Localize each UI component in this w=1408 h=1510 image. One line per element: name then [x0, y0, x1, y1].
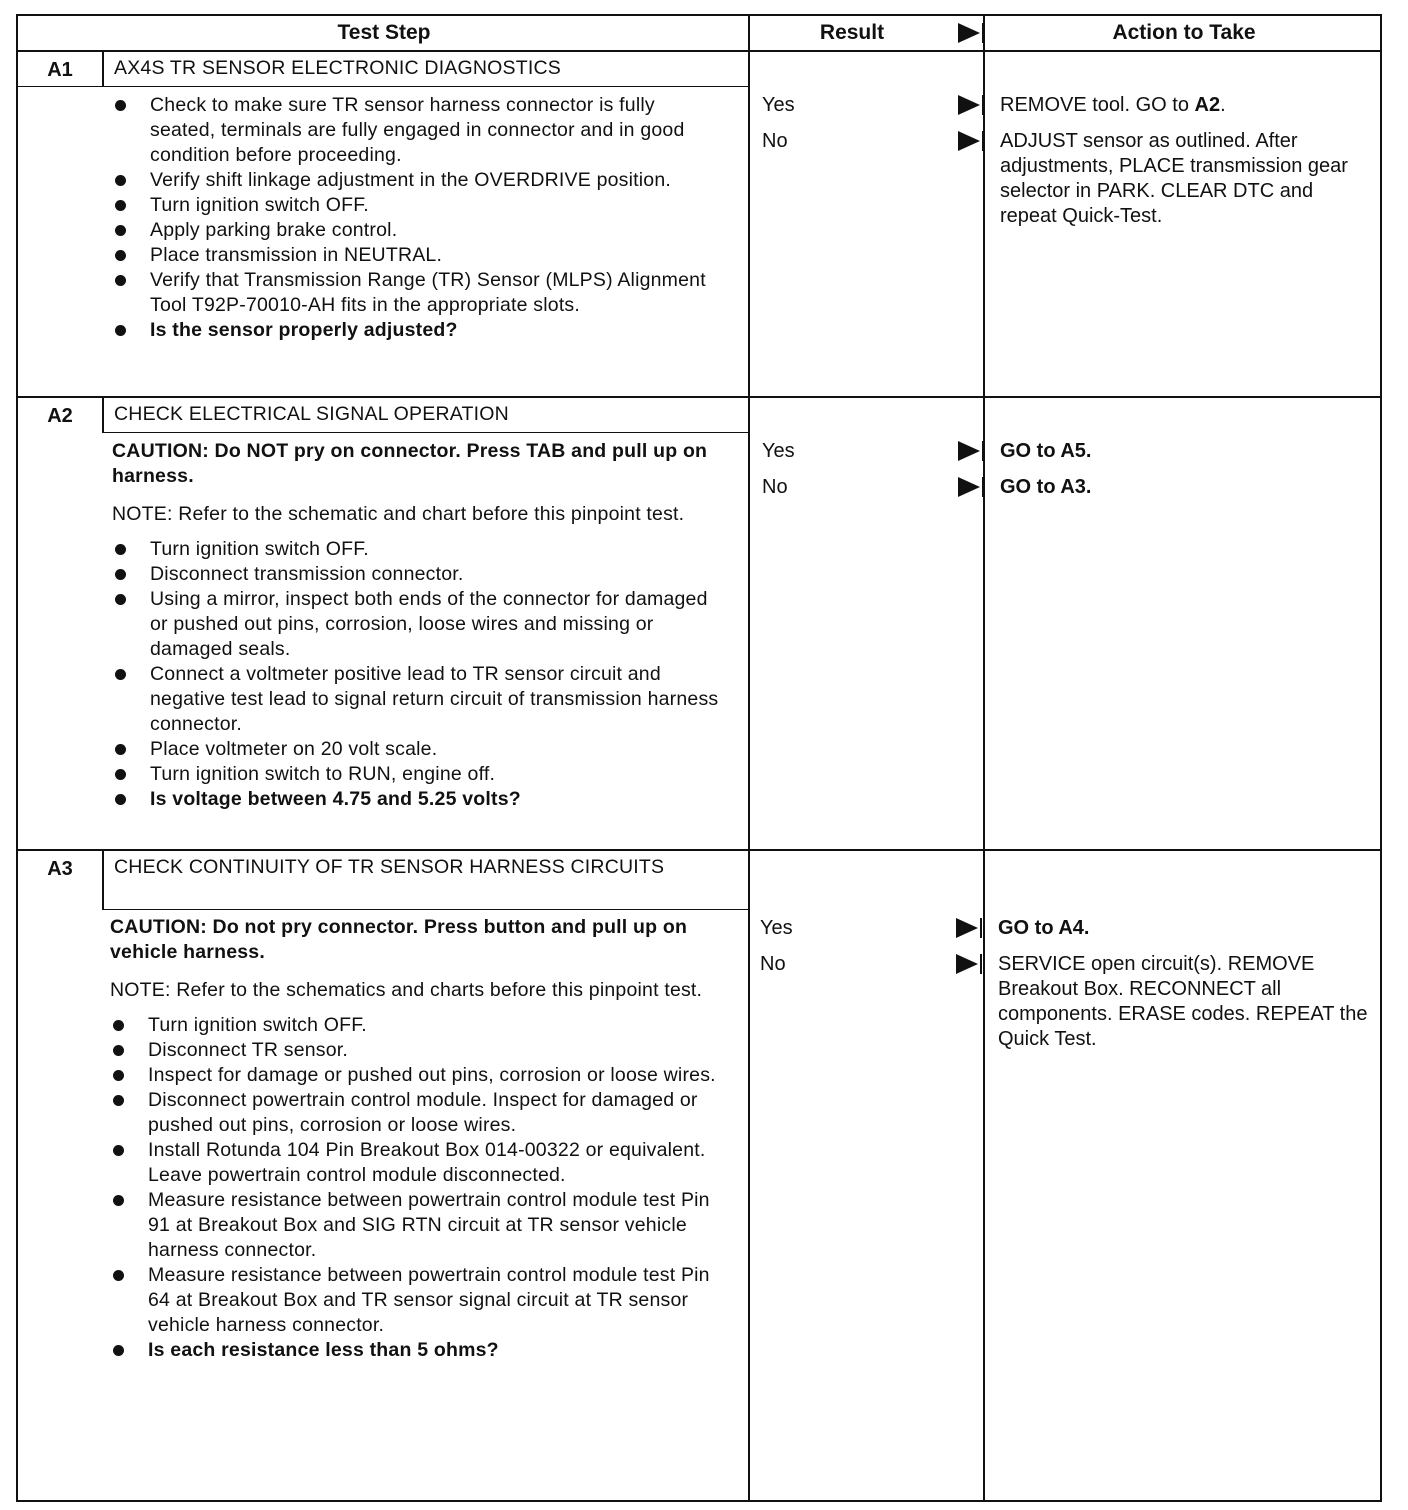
- step-id: A1: [47, 59, 73, 81]
- row-divider-a2: [18, 396, 1382, 398]
- arrow-yes-icon: [956, 918, 978, 938]
- list-item: Verify that Transmission Range (TR) Sensor (MLPS) Alignment Tool T92P-70010-AH fits in the appropriate slots.: [112, 268, 722, 318]
- header-action: Action to Take: [1112, 21, 1256, 44]
- bullet-list: [112, 537, 722, 812]
- header-test-step: Test Step: [337, 21, 431, 44]
- caution-text: CAUTION: Do NOT pry on connector. Press TAB and pull up on harness.: [112, 440, 708, 487]
- step-body: [112, 439, 722, 812]
- list-item: Turn ignition switch OFF.: [110, 1013, 722, 1038]
- result-no: No: [760, 953, 786, 975]
- step-body: [112, 93, 722, 343]
- list-item: Inspect for damage or pushed out pins, corrosion or loose wires.: [110, 1063, 722, 1088]
- action-yes: [1000, 93, 1375, 118]
- title-underline: [102, 909, 748, 910]
- step-id: A3: [47, 858, 73, 880]
- action-yes: GO to A5.: [1000, 440, 1092, 462]
- list-item: Place transmission in NEUTRAL.: [112, 243, 722, 268]
- step-id: A2: [47, 405, 73, 427]
- title-underline: [18, 86, 748, 87]
- list-item: Using a mirror, inspect both ends of the connector for damaged or pushed out pins, corrosion, loose wires and missing or damaged seals.: [112, 587, 722, 662]
- header-result: Result: [819, 21, 885, 44]
- question: Is the sensor properly adjusted?: [112, 318, 722, 343]
- result-no: No: [762, 476, 788, 498]
- result-yes: Yes: [760, 917, 793, 939]
- column-divider-action: [983, 16, 985, 1502]
- id-divider: [102, 52, 104, 86]
- list-item: Disconnect powertrain control module. Inspect for damaged or pushed out pins, corrosion or loose wires.: [110, 1088, 722, 1138]
- step-title: CHECK ELECTRICAL SIGNAL OPERATION: [114, 403, 509, 425]
- arrow-yes-icon: [958, 95, 980, 115]
- id-divider: [102, 398, 104, 432]
- question: Is voltage between 4.75 and 5.25 volts?: [112, 787, 722, 812]
- step-title: AX4S TR SENSOR ELECTRONIC DIAGNOSTICS: [114, 57, 561, 79]
- list-item: Turn ignition switch OFF.: [112, 537, 722, 562]
- action-yes-end: .: [1220, 94, 1226, 116]
- table-header: [18, 16, 1380, 52]
- action-no: GO to A3.: [1000, 476, 1092, 498]
- header-arrow-icon: [958, 23, 980, 43]
- action-no: SERVICE open circuit(s). REMOVE Breakout Box. RECONNECT all components. ERASE codes. REPEAT the Quick Test.: [998, 953, 1368, 1050]
- arrow-yes-icon: [958, 441, 980, 461]
- step-body: [110, 915, 722, 1363]
- result-yes: Yes: [762, 440, 795, 462]
- question: Is each resistance less than 5 ohms?: [110, 1338, 722, 1363]
- list-item: Disconnect TR sensor.: [110, 1038, 722, 1063]
- list-item: Check to make sure TR sensor harness connector is fully seated, terminals are fully engaged in connector and in good condition before proceeding.: [112, 93, 722, 168]
- bullet-list: [110, 1013, 722, 1363]
- arrow-no-icon: [956, 954, 978, 974]
- result-yes: Yes: [762, 94, 795, 116]
- diagnostic-table: [16, 14, 1382, 1502]
- caution-text: CAUTION: Do not pry connector. Press button and pull up on vehicle harness.: [110, 916, 688, 963]
- title-underline: [102, 432, 748, 433]
- id-divider: [102, 851, 104, 909]
- list-item: Place voltmeter on 20 volt scale.: [112, 737, 722, 762]
- action-no: ADJUST sensor as outlined. After adjustments, PLACE transmission gear selector in PARK. CLEAR DTC and repeat Quick-Test.: [1000, 130, 1348, 227]
- list-item: Verify shift linkage adjustment in the OVERDRIVE position.: [112, 168, 722, 193]
- row-divider-a3: [18, 849, 1382, 851]
- note-text: NOTE: Refer to the schematic and chart before this pinpoint test.: [112, 503, 685, 525]
- arrow-no-icon: [958, 131, 980, 151]
- list-item: Turn ignition switch OFF.: [112, 193, 722, 218]
- result-no: No: [762, 130, 788, 152]
- list-item: Measure resistance between powertrain control module test Pin 64 at Breakout Box and TR sensor signal circuit at TR sensor vehicle harness connector.: [110, 1263, 722, 1338]
- action-yes: GO to A4.: [998, 917, 1090, 939]
- list-item: Install Rotunda 104 Pin Breakout Box 014-00322 or equivalent. Leave powertrain control module disconnected.: [110, 1138, 722, 1188]
- list-item: Turn ignition switch to RUN, engine off.: [112, 762, 722, 787]
- step-title: CHECK CONTINUITY OF TR SENSOR HARNESS CIRCUITS: [114, 856, 665, 878]
- action-yes-ref: A2: [1194, 94, 1221, 116]
- list-item: Disconnect transmission connector.: [112, 562, 722, 587]
- arrow-no-icon: [958, 477, 980, 497]
- column-divider-result: [748, 16, 750, 1502]
- list-item: Apply parking brake control.: [112, 218, 722, 243]
- action-yes-text: REMOVE tool. GO to: [1000, 94, 1195, 116]
- list-item: Measure resistance between powertrain control module test Pin 91 at Breakout Box and SIG RTN circuit at TR sensor vehicle harness connector.: [110, 1188, 722, 1263]
- list-item: Connect a voltmeter positive lead to TR sensor circuit and negative test lead to signal return circuit of transmission harness connector.: [112, 662, 722, 737]
- note-text: NOTE: Refer to the schematics and charts before this pinpoint test.: [110, 979, 703, 1001]
- bullet-list: [112, 93, 722, 343]
